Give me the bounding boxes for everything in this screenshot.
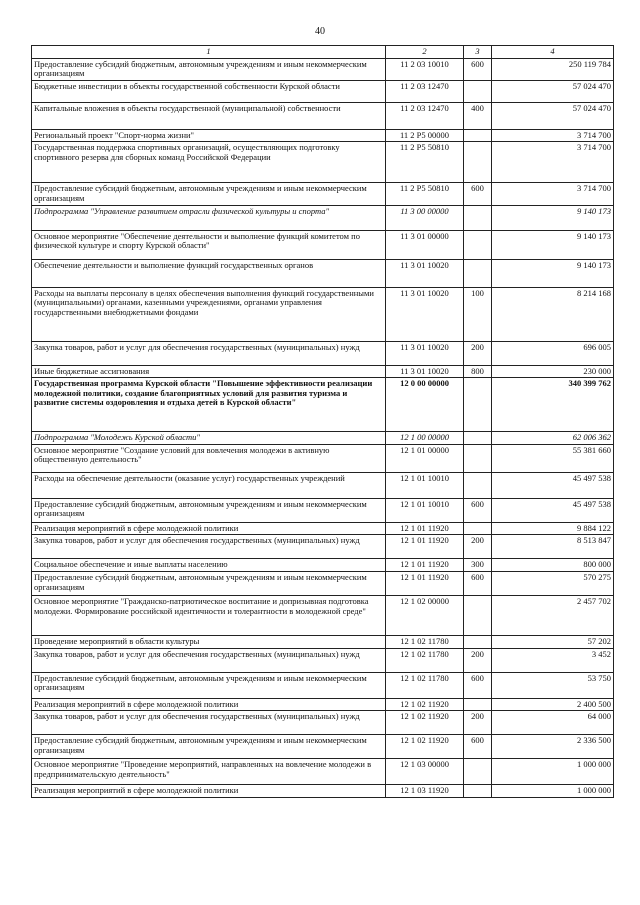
table-row bbox=[32, 785, 614, 798]
row-name-cell: Подпрограмма "Управление развитием отрасли физической культуры и спорта" bbox=[32, 205, 386, 230]
row-name-cell: Закупка товаров, работ и услуг для обеспечения государственных (муниципальных) нужд bbox=[32, 341, 386, 365]
row-expense-type-cell: 400 bbox=[464, 102, 492, 129]
row-name-cell: Реализация мероприятий в сфере молодежной политики bbox=[32, 785, 386, 798]
row-name-cell: Предоставление субсидий бюджетным, автономным учреждениям и иным некоммерческим организациям bbox=[32, 571, 386, 595]
row-expense-type-cell bbox=[464, 230, 492, 259]
row-amount-cell: 9 140 173 bbox=[492, 205, 614, 230]
row-code-cell: 12 1 02 11780 bbox=[386, 635, 464, 648]
row-name-cell: Бюджетные инвестиции в объекты государственной собственности Курской области bbox=[32, 80, 386, 102]
row-expense-type-cell bbox=[464, 80, 492, 102]
row-amount-cell: 8 214 168 bbox=[492, 287, 614, 341]
row-code-cell: 11 2 P5 50810 bbox=[386, 142, 464, 183]
row-expense-type-cell: 600 bbox=[464, 571, 492, 595]
row-amount-cell: 53 750 bbox=[492, 672, 614, 698]
table-row bbox=[32, 635, 614, 648]
table-body bbox=[32, 58, 614, 797]
row-amount-cell: 800 000 bbox=[492, 559, 614, 572]
table-row bbox=[32, 522, 614, 535]
row-code-cell: 11 3 01 10020 bbox=[386, 365, 464, 378]
row-name-cell: Государственная поддержка спортивных организаций, осуществляющих подготовку спортивного резерва для сборных команд Российской Федерации bbox=[32, 142, 386, 183]
row-amount-cell: 55 381 660 bbox=[492, 444, 614, 472]
row-amount-cell: 1 000 000 bbox=[492, 759, 614, 785]
row-code-cell: 12 0 00 00000 bbox=[386, 378, 464, 432]
row-expense-type-cell bbox=[464, 595, 492, 635]
row-expense-type-cell: 600 bbox=[464, 183, 492, 205]
table-row bbox=[32, 595, 614, 635]
page-number: 40 bbox=[315, 26, 325, 37]
row-amount-cell: 8 513 847 bbox=[492, 535, 614, 559]
row-expense-type-cell bbox=[464, 698, 492, 711]
row-name-cell: Реализация мероприятий в сфере молодежной политики bbox=[32, 698, 386, 711]
table-row bbox=[32, 559, 614, 572]
row-amount-cell: 696 005 bbox=[492, 341, 614, 365]
row-amount-cell: 9 884 122 bbox=[492, 522, 614, 535]
row-amount-cell: 250 119 784 bbox=[492, 58, 614, 80]
budget-table bbox=[31, 45, 614, 798]
row-name-cell: Предоставление субсидий бюджетным, автономным учреждениям и иным некоммерческим организациям bbox=[32, 498, 386, 522]
row-amount-cell: 3 714 700 bbox=[492, 183, 614, 205]
row-amount-cell: 9 140 173 bbox=[492, 259, 614, 287]
table-row bbox=[32, 711, 614, 735]
row-expense-type-cell: 200 bbox=[464, 535, 492, 559]
table-row bbox=[32, 444, 614, 472]
row-expense-type-cell bbox=[464, 129, 492, 142]
table-row bbox=[32, 205, 614, 230]
row-expense-type-cell: 600 bbox=[464, 735, 492, 759]
row-amount-cell: 2 336 500 bbox=[492, 735, 614, 759]
row-name-cell: Государственная программа Курской области "Повышение эффективности реализации молодежной политики, создание благоприятных условий для развития туризма и развитие системы оздоровления и отдыха детей в Курской области" bbox=[32, 378, 386, 432]
row-name-cell: Реализация мероприятий в сфере молодежной политики bbox=[32, 522, 386, 535]
table-row bbox=[32, 365, 614, 378]
row-expense-type-cell bbox=[464, 142, 492, 183]
row-name-cell: Региональный проект "Спорт-норма жизни" bbox=[32, 129, 386, 142]
table-row bbox=[32, 230, 614, 259]
table-row bbox=[32, 183, 614, 205]
row-name-cell: Предоставление субсидий бюджетным, автономным учреждениям и иным некоммерческим организациям bbox=[32, 58, 386, 80]
row-code-cell: 12 1 01 11920 bbox=[386, 559, 464, 572]
table-row bbox=[32, 287, 614, 341]
row-name-cell: Основное мероприятие "Гражданско-патриотическое воспитание и допризывная подготовка молодежи. Формирование российской идентичности и толерантности в молодежной среде" bbox=[32, 595, 386, 635]
row-expense-type-cell: 600 bbox=[464, 498, 492, 522]
row-name-cell: Расходы на обеспечение деятельности (оказание услуг) государственных учреждений bbox=[32, 472, 386, 498]
row-amount-cell: 1 000 000 bbox=[492, 785, 614, 798]
row-name-cell: Предоставление субсидий бюджетным, автономным учреждениям и иным некоммерческим организациям bbox=[32, 183, 386, 205]
table-row bbox=[32, 759, 614, 785]
row-amount-cell: 2 400 500 bbox=[492, 698, 614, 711]
row-name-cell: Предоставление субсидий бюджетным, автономным учреждениям и иным некоммерческим организациям bbox=[32, 672, 386, 698]
row-amount-cell: 62 006 362 bbox=[492, 432, 614, 445]
row-amount-cell: 230 000 bbox=[492, 365, 614, 378]
row-name-cell: Основное мероприятие "Проведение мероприятий, направленных на вовлечение молодежи в предпринимательскую деятельность" bbox=[32, 759, 386, 785]
table-row bbox=[32, 535, 614, 559]
row-amount-cell: 3 714 700 bbox=[492, 129, 614, 142]
row-amount-cell: 45 497 538 bbox=[492, 472, 614, 498]
row-expense-type-cell bbox=[464, 444, 492, 472]
table-row bbox=[32, 58, 614, 80]
row-code-cell: 12 1 02 11780 bbox=[386, 648, 464, 672]
row-code-cell: 11 3 01 10020 bbox=[386, 259, 464, 287]
row-code-cell: 12 1 02 11920 bbox=[386, 735, 464, 759]
row-name-cell: Проведение мероприятий в области культуры bbox=[32, 635, 386, 648]
row-expense-type-cell bbox=[464, 378, 492, 432]
row-code-cell: 11 2 P5 50810 bbox=[386, 183, 464, 205]
row-code-cell: 11 2 03 10010 bbox=[386, 58, 464, 80]
table-row bbox=[32, 102, 614, 129]
table-row bbox=[32, 259, 614, 287]
table-row bbox=[32, 735, 614, 759]
row-code-cell: 12 1 01 10010 bbox=[386, 472, 464, 498]
row-code-cell: 11 3 01 10020 bbox=[386, 341, 464, 365]
row-expense-type-cell: 800 bbox=[464, 365, 492, 378]
row-code-cell: 12 1 02 00000 bbox=[386, 595, 464, 635]
row-expense-type-cell: 600 bbox=[464, 58, 492, 80]
row-expense-type-cell: 200 bbox=[464, 711, 492, 735]
header-col-2: 2 bbox=[386, 46, 464, 59]
table-row bbox=[32, 472, 614, 498]
row-code-cell: 11 2 03 12470 bbox=[386, 80, 464, 102]
row-amount-cell: 57 202 bbox=[492, 635, 614, 648]
row-expense-type-cell: 200 bbox=[464, 648, 492, 672]
row-name-cell: Закупка товаров, работ и услуг для обеспечения государственных (муниципальных) нужд bbox=[32, 711, 386, 735]
table-row bbox=[32, 672, 614, 698]
row-code-cell: 12 1 01 00000 bbox=[386, 444, 464, 472]
table-row bbox=[32, 648, 614, 672]
row-amount-cell: 3 714 700 bbox=[492, 142, 614, 183]
row-code-cell: 11 3 01 00000 bbox=[386, 230, 464, 259]
header-col-4: 4 bbox=[492, 46, 614, 59]
table-row bbox=[32, 498, 614, 522]
row-code-cell: 11 2 P5 00000 bbox=[386, 129, 464, 142]
table-row bbox=[32, 698, 614, 711]
row-expense-type-cell: 200 bbox=[464, 341, 492, 365]
row-code-cell: 12 1 02 11780 bbox=[386, 672, 464, 698]
row-name-cell: Подпрограмма "Молодежь Курской области" bbox=[32, 432, 386, 445]
table-row bbox=[32, 80, 614, 102]
table-row bbox=[32, 571, 614, 595]
row-expense-type-cell bbox=[464, 759, 492, 785]
row-expense-type-cell bbox=[464, 635, 492, 648]
row-name-cell: Иные бюджетные ассигнования bbox=[32, 365, 386, 378]
row-code-cell: 12 1 01 10010 bbox=[386, 498, 464, 522]
table-row bbox=[32, 142, 614, 183]
row-expense-type-cell bbox=[464, 205, 492, 230]
row-expense-type-cell bbox=[464, 522, 492, 535]
row-amount-cell: 9 140 173 bbox=[492, 230, 614, 259]
row-name-cell: Закупка товаров, работ и услуг для обеспечения государственных (муниципальных) нужд bbox=[32, 648, 386, 672]
table-row bbox=[32, 378, 614, 432]
row-expense-type-cell: 100 bbox=[464, 287, 492, 341]
row-expense-type-cell bbox=[464, 472, 492, 498]
row-name-cell: Предоставление субсидий бюджетным, автономным учреждениям и иным некоммерческим организациям bbox=[32, 735, 386, 759]
table-header-row bbox=[32, 46, 614, 59]
header-col-3: 3 bbox=[464, 46, 492, 59]
table-row bbox=[32, 432, 614, 445]
row-code-cell: 11 3 01 10020 bbox=[386, 287, 464, 341]
row-expense-type-cell bbox=[464, 785, 492, 798]
row-name-cell: Основное мероприятие "Создание условий для вовлечения молодежи в активную общественную деятельность" bbox=[32, 444, 386, 472]
row-amount-cell: 45 497 538 bbox=[492, 498, 614, 522]
row-expense-type-cell: 600 bbox=[464, 672, 492, 698]
table-row bbox=[32, 341, 614, 365]
row-name-cell: Расходы на выплаты персоналу в целях обеспечения выполнения функций государственными (муниципальными) органами, казенными учреждениями, органами управления государственными внебюджетными фондами bbox=[32, 287, 386, 341]
row-name-cell: Основное мероприятие "Обеспечение деятельности и выполнение функций комитетом по физической культуре и спорту Курской области" bbox=[32, 230, 386, 259]
row-amount-cell: 570 275 bbox=[492, 571, 614, 595]
row-amount-cell: 57 024 470 bbox=[492, 102, 614, 129]
row-code-cell: 12 1 03 11920 bbox=[386, 785, 464, 798]
row-name-cell: Капитальные вложения в объекты государственной (муниципальной) собственности bbox=[32, 102, 386, 129]
row-code-cell: 12 1 01 11920 bbox=[386, 535, 464, 559]
table-row bbox=[32, 129, 614, 142]
row-expense-type-cell bbox=[464, 259, 492, 287]
row-amount-cell: 64 000 bbox=[492, 711, 614, 735]
budget-table-container bbox=[31, 45, 613, 798]
row-amount-cell: 340 399 762 bbox=[492, 378, 614, 432]
row-code-cell: 12 1 00 00000 bbox=[386, 432, 464, 445]
row-expense-type-cell: 300 bbox=[464, 559, 492, 572]
row-name-cell: Закупка товаров, работ и услуг для обеспечения государственных (муниципальных) нужд bbox=[32, 535, 386, 559]
row-code-cell: 12 1 03 00000 bbox=[386, 759, 464, 785]
row-code-cell: 12 1 02 11920 bbox=[386, 711, 464, 735]
row-code-cell: 11 3 00 00000 bbox=[386, 205, 464, 230]
row-code-cell: 12 1 02 11920 bbox=[386, 698, 464, 711]
header-col-1: 1 bbox=[32, 46, 386, 59]
row-expense-type-cell bbox=[464, 432, 492, 445]
row-amount-cell: 57 024 470 bbox=[492, 80, 614, 102]
row-amount-cell: 3 452 bbox=[492, 648, 614, 672]
row-code-cell: 11 2 03 12470 bbox=[386, 102, 464, 129]
row-amount-cell: 2 457 702 bbox=[492, 595, 614, 635]
row-name-cell: Социальное обеспечение и иные выплаты населению bbox=[32, 559, 386, 572]
row-name-cell: Обеспечение деятельности и выполнение функций государственных органов bbox=[32, 259, 386, 287]
row-code-cell: 12 1 01 11920 bbox=[386, 571, 464, 595]
row-code-cell: 12 1 01 11920 bbox=[386, 522, 464, 535]
